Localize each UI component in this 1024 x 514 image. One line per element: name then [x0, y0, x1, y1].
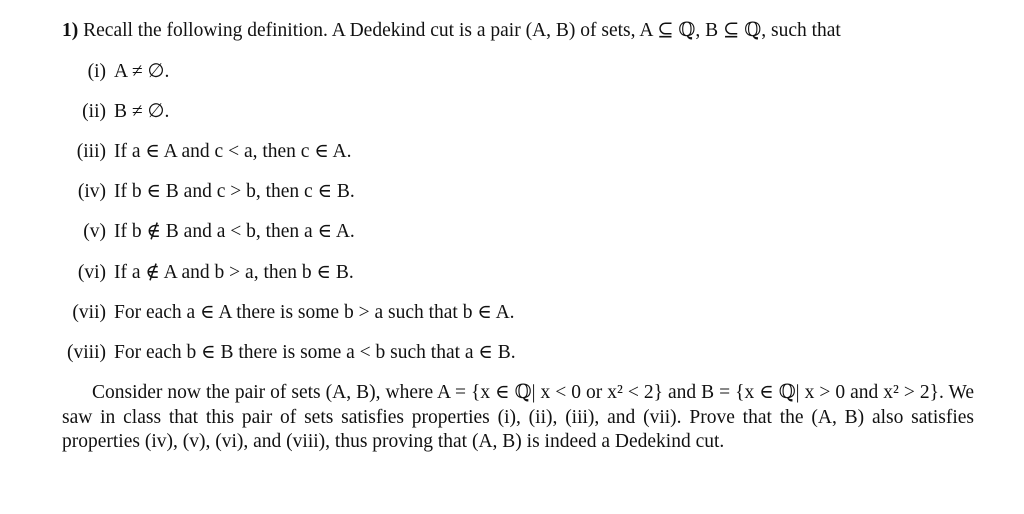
condition-text: For each b ∈ B there is some a < b such that a ∈ B.: [114, 342, 516, 363]
closing-paragraph: [62, 381, 974, 455]
condition-text: B ≠ ∅.: [114, 101, 170, 122]
problem-intro-line: [62, 19, 841, 43]
condition-label: (v): [83, 221, 106, 242]
condition-text: If b ∉ B and a < b, then a ∈ A.: [114, 221, 355, 242]
problem-intro: Recall the following definition. A Dedekind cut is a pair (A, B) of sets, A ⊆ ℚ, B ⊆ ℚ, such that: [83, 20, 841, 41]
closing-text: Consider now the pair of sets (A, B), where A = {x ∈ ℚ| x < 0 or x² < 2} and B = {x ∈ ℚ| x > 0 and x² > 2}. We saw in class that this pair of sets satisfies properties (i), (ii), (iii), and (vii). Prove that the (A, B) also satisfies properties (iv), (v), (vi), and (viii), thus proving that (A, B) is indeed a Dedekind cut.: [62, 382, 974, 452]
condition-text: For each a ∈ A there is some b > a such that b ∈ A.: [114, 302, 515, 323]
condition-label: (viii): [67, 342, 106, 363]
condition-label: (vii): [72, 302, 106, 323]
condition-text: If a ∈ A and c < a, then c ∈ A.: [114, 141, 352, 162]
condition-text: A ≠ ∅.: [114, 61, 170, 82]
condition-text: If b ∈ B and c > b, then c ∈ B.: [114, 181, 355, 202]
condition-label: (iii): [76, 141, 106, 162]
condition-label: (iv): [77, 181, 106, 202]
problem-number: 1): [62, 20, 79, 41]
condition-label: (ii): [82, 101, 106, 122]
condition-label: (i): [87, 61, 106, 82]
condition-label: (vi): [77, 262, 106, 283]
condition-text: If a ∉ A and b > a, then b ∈ B.: [114, 262, 354, 283]
